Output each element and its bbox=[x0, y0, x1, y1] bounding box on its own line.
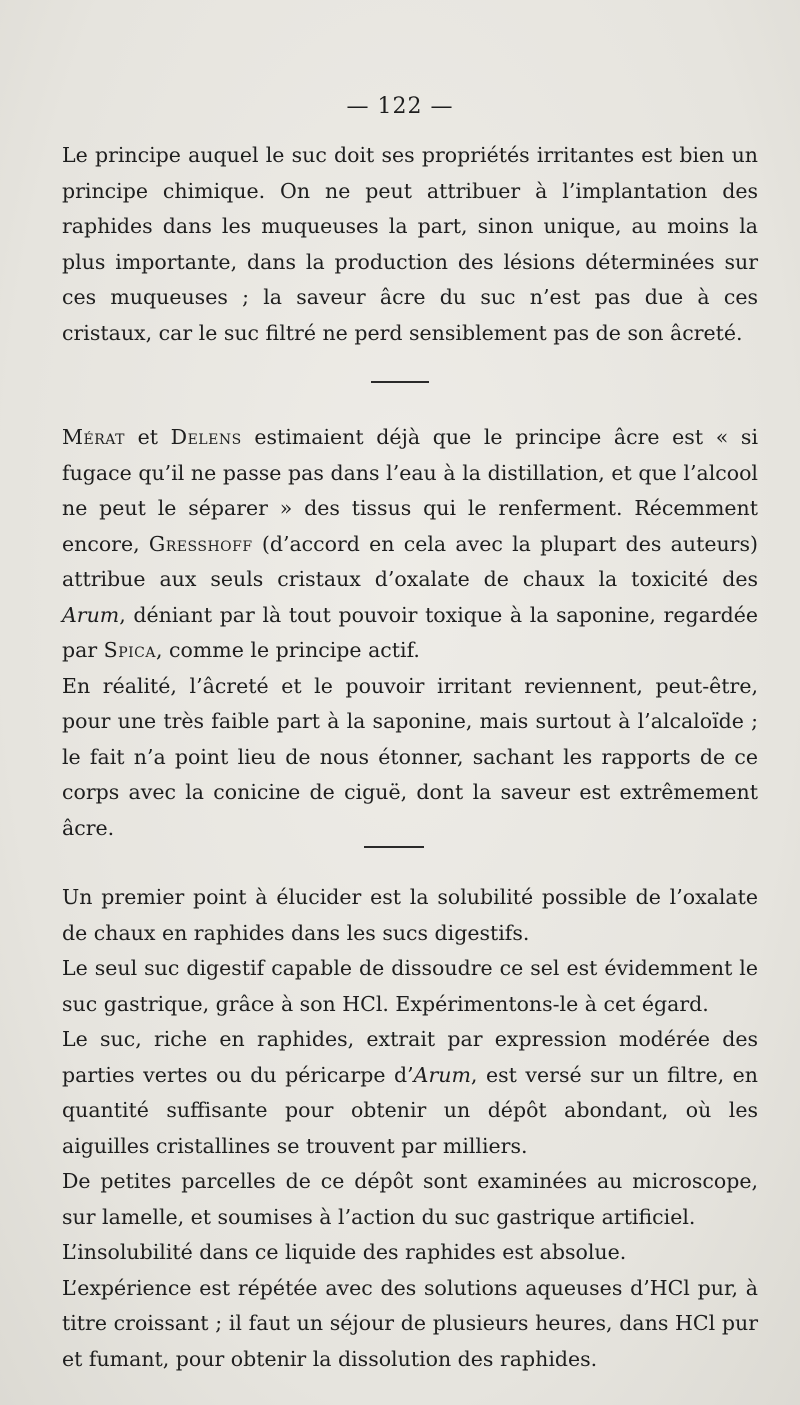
paragraph: De petites parcelles de ce dépôt sont examinées au microscope, sur lamelle, et soumises à l’action du suc gastrique artificiel. bbox=[62, 1169, 758, 1229]
author-name: Delens bbox=[170, 425, 242, 449]
paragraph: L’expérience est répétée avec des solutions aqueuses d’HCl pur, à titre croissant ; il faut un séjour de plusieurs heures, dans HCl pur et fumant, pour obtenir la dissolution des raphides. bbox=[62, 1275, 758, 1371]
text-run: (d’accord en cela avec la plupart des auteurs) attribue aux seuls cristaux d’oxalate de chaux la toxicité des bbox=[62, 531, 758, 591]
text-run: , déniant par là tout pouvoir toxique à la saponine, regardée par bbox=[62, 602, 758, 662]
genus-name: Arum bbox=[62, 602, 120, 627]
paragraph: Le seul suc digestif capable de dissoudre ce sel est évidemment le suc gastrique, grâce à son HCl. Expérimentons-le à cet égard. bbox=[62, 956, 758, 1016]
genus-name: Arum bbox=[413, 1062, 471, 1087]
section-1 bbox=[62, 138, 758, 351]
author-name: Gresshoff bbox=[148, 531, 253, 556]
section-divider bbox=[364, 846, 424, 848]
paragraph: Un premier point à élucider est la solubilité possible de l’oxalate de chaux en raphides dans les sucs digestifs. bbox=[62, 885, 758, 945]
text-run: estimaient déjà que le principe âcre est « si fugace qu’il ne passe pas dans l’eau à la distillation, et que l’alcool ne peut le séparer » des tissus qui le renferment. Récemment encore, bbox=[62, 425, 759, 556]
text-run: et bbox=[124, 425, 171, 449]
section-divider bbox=[371, 381, 429, 383]
author-name: Mérat bbox=[62, 425, 125, 449]
text-run: Le suc, riche en raphides, extrait par expression modérée des parties vertes ou du péricarpe d’ bbox=[62, 1027, 758, 1087]
paragraph bbox=[62, 1022, 758, 1164]
text-run: , est versé sur un filtre, en quantité suffisante pour obtenir un dépôt abondant, où les aiguilles cristallines se trouvent par milliers. bbox=[62, 1062, 758, 1158]
paragraph bbox=[62, 420, 758, 669]
text-run: , comme le principe actif. bbox=[156, 638, 420, 662]
paragraph: L’insolubilité dans ce liquide des raphides est absolue. bbox=[62, 1240, 627, 1264]
section-3 bbox=[62, 880, 758, 1377]
section-2 bbox=[62, 420, 758, 846]
paragraph: Le principe auquel le suc doit ses propriétés irritantes est bien un principe chimique. On ne peut attribuer à l’implantation des raphides dans les muqueuses la part, sinon unique, au moins la plus importante, dans la production des lésions déterminées sur ces muqueuses ; la saveur âcre du suc n’est pas due à ces cristaux, car le suc filtré ne perd sensiblement pas de son âcreté. bbox=[62, 143, 758, 345]
author-name: Spica bbox=[103, 638, 156, 662]
page-number: — 122 — bbox=[346, 94, 454, 119]
paragraph: En réalité, l’âcreté et le pouvoir irritant reviennent, peut-être, pour une très faible part à la saponine, mais surtout à l’alcaloïde ; le fait n’a point lieu de nous étonner, sachant les rapports de ce corps avec la conicine de ciguë, dont la saveur est extrêmement âcre. bbox=[62, 673, 758, 840]
